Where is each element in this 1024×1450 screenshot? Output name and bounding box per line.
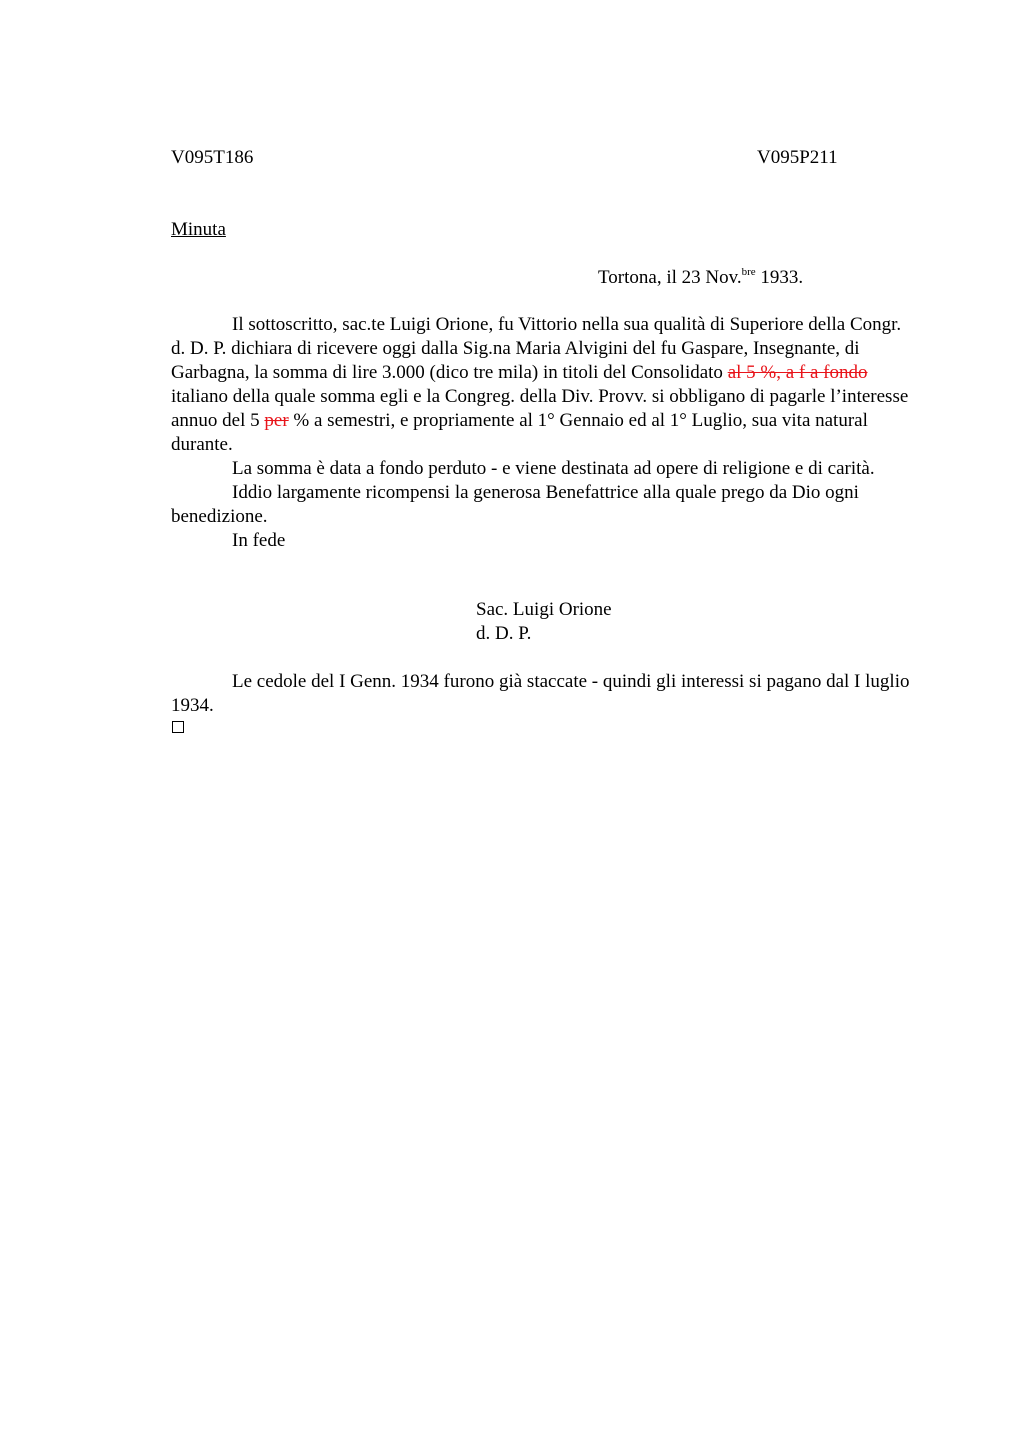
closing-line: In fede: [232, 530, 286, 551]
dateline-month-superscript: bre: [741, 266, 756, 278]
signature-block: [476, 598, 612, 646]
postscript-text: Le cedole del I Genn. 1934 furono già staccate - quindi gli interessi si pagano dal I luglio 1934.: [171, 671, 910, 716]
signature-affiliation: d. D. P.: [476, 623, 532, 644]
dateline: [598, 266, 803, 292]
reference-code-right: V095P211: [757, 147, 838, 168]
paragraph-blessing: Iddio largamente ricompensi la generosa Benefattrice alla quale prego da Dio ogni benedizione.: [171, 482, 859, 527]
deleted-text-per: per: [264, 410, 289, 431]
letter-body: [171, 313, 916, 553]
paragraph-declaration-part2: italiano della quale somma egli e la Congreg. della Div. Provv. si obbligano di pagarle l’interesse annuo del 5: [171, 386, 909, 431]
dateline-year: 1933.: [755, 267, 804, 288]
paragraph-declaration: [171, 313, 916, 457]
signature-name: Sac. Luigi Orione: [476, 599, 612, 620]
paragraph-declaration-part1: Il sottoscritto, sac.te Luigi Orione, fu Vittorio nella sua qualità di Superiore della Congr. d. D. P. dichiara di ricevere oggi dalla Sig.na Maria Alvigini del fu Gaspare, Insegnante, di Garbagna, la somma di lire 3.000 (dico tre mila) in titoli del Consolidato: [171, 314, 902, 383]
document-type-heading: Minuta: [171, 219, 226, 240]
checkbox-square-icon: [172, 721, 184, 733]
paragraph-declaration-part3: % a semestri, e propriamente al 1° Gennaio ed al 1° Luglio, sua vita natural durante.: [171, 410, 868, 455]
dateline-place-date: Tortona, il 23 Nov.: [598, 267, 742, 288]
deleted-text-consolidato: al 5 %, a f a fondo: [727, 362, 868, 383]
paragraph-donation: La somma è data a fondo perduto - e viene destinata ad opere di religione e di carità.: [232, 458, 875, 479]
postscript-note: [171, 670, 916, 718]
reference-code-left: V095T186: [171, 147, 254, 168]
